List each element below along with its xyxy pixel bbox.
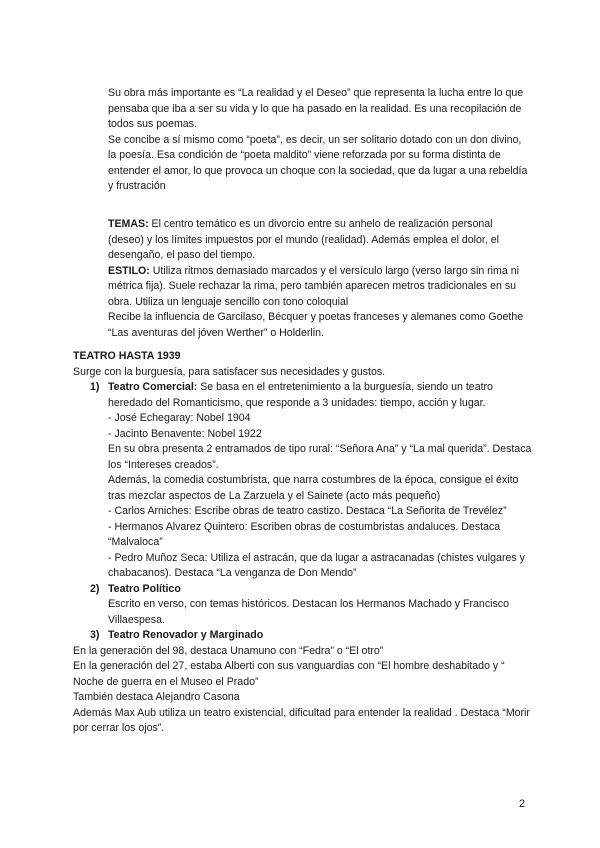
influence-paragraph: Recibe la influencia de Garcilaso, Bécquer y poetas franceses y alemanes como Goethe “Las aventuras del jóven Werther” o Holderlin.	[108, 311, 524, 339]
estilo-text: Utiliza ritmos demasiado marcados y el versículo largo (verso largo sin rima ni métrica fija). Suele rechazar la rima, pero también aparecen metros tradicionales en su obra. Utiliza un lenguaje sencillo con tono coloquial	[108, 264, 519, 308]
item-line: - Carlos Arniches: Escribe obras de teatro castizo. Destaca “La Señorita de Trevélez”	[108, 505, 507, 517]
estilo-label: ESTILO:	[108, 264, 150, 277]
item-text: Se basa en el entretenimiento a la burguesía, siendo un teatro heredado del Romanticismo, que responde a 3 unidades: tiempo, acción y lugar.	[108, 381, 493, 409]
temas-paragraph	[108, 217, 528, 264]
list-item	[73, 628, 533, 644]
temas-text: El centro temático es un divorcio entre su anhelo de realización personal (deseo) y los límites impuestos por el mundo (realidad). Además emplea el dolor, el desengaño, el paso del tiempo.	[108, 218, 499, 261]
item-number: 2)	[90, 582, 100, 595]
item-lead	[108, 380, 533, 411]
closing-line: También destaca Alejandro Casona	[73, 691, 240, 703]
teatro-list	[73, 380, 533, 644]
item-label: Teatro Renovador y Marginado	[108, 629, 264, 641]
item-number: 3)	[90, 629, 100, 641]
closing-line: Además Max Aub utiliza un teatro existencial, dificultad para entender la realidad . Destaca “Morir por cerrar los ojos”.	[73, 706, 530, 734]
item-label: Teatro Comercial:	[108, 381, 198, 393]
item-line: - José Echegaray: Nobel 1904	[108, 412, 251, 424]
list-item	[73, 380, 533, 582]
item-line: - Pedro Muñoz Seca: Utiliza el astracán, que da lugar a astracanadas (chistes vulgares y chabacanos). Destaca “La venganza de Don Mendo”	[108, 551, 525, 579]
obra-paragraph: Su obra más importante es “La realidad y el Deseo” que representa la lucha entre lo que pensaba que iba a ser su vida y lo que ha pasado en la realidad. Es una recopilación de todos sus poemas.	[108, 87, 524, 130]
item-line: Además, la comedia costumbrista, que narra costumbres de la época, consigue el éxito tras mezclar aspectos de La Zarzuela y el Sainete (acto más pequeño)	[108, 474, 519, 502]
intro-block	[108, 86, 528, 195]
item-line: - Hermanos Alvarez Quintero: Escriben obras de costumbristas andaluces. Destaca “Malvaloca”	[108, 520, 501, 548]
list-item	[73, 582, 533, 629]
item-number: 1)	[90, 381, 100, 393]
item-line: Escrito en verso, con temas históricos. Destacan los Hermanos Machado y Francisco Villaespesa.	[108, 598, 509, 626]
section-title: TEATRO HASTA 1939	[73, 350, 181, 362]
item-line: - Jacinto Benavente: Nobel 1922	[108, 427, 262, 440]
temas-estilo-block	[108, 217, 528, 341]
teatro-section	[73, 349, 533, 737]
page-number: 2	[519, 798, 526, 810]
section-intro: Surge con la burguesía, para satisfacer sus necesidades y gustos.	[73, 365, 386, 378]
poeta-paragraph: Se concibe a sí mismo como “poeta”, es decir, un ser solitario dotado con un don divino, la poesía. Esa condición de “poeta maldito” viene reforzada por su forma distinta de entender el amor, lo que provoca un choque con la sociedad, que da lugar a una rebeldía y frustración	[108, 133, 528, 192]
closing-line: En la generación del 27, estaba Alberti con sus vanguardias con “El hombre deshabitado y “ Noche de guerra en el Museo el Prado”	[73, 660, 505, 688]
temas-label: TEMAS:	[108, 218, 149, 230]
item-line: En su obra presenta 2 entramados de tipo rural: “Señora Ana” y “La mal querida”. Destaca los “Intereses creados”.	[108, 443, 532, 471]
item-label: Teatro Político	[108, 582, 181, 595]
estilo-paragraph	[108, 264, 528, 311]
closing-line: En la generación del 98, destaca Unamuno con “Fedra” o “El otro”	[73, 644, 384, 657]
